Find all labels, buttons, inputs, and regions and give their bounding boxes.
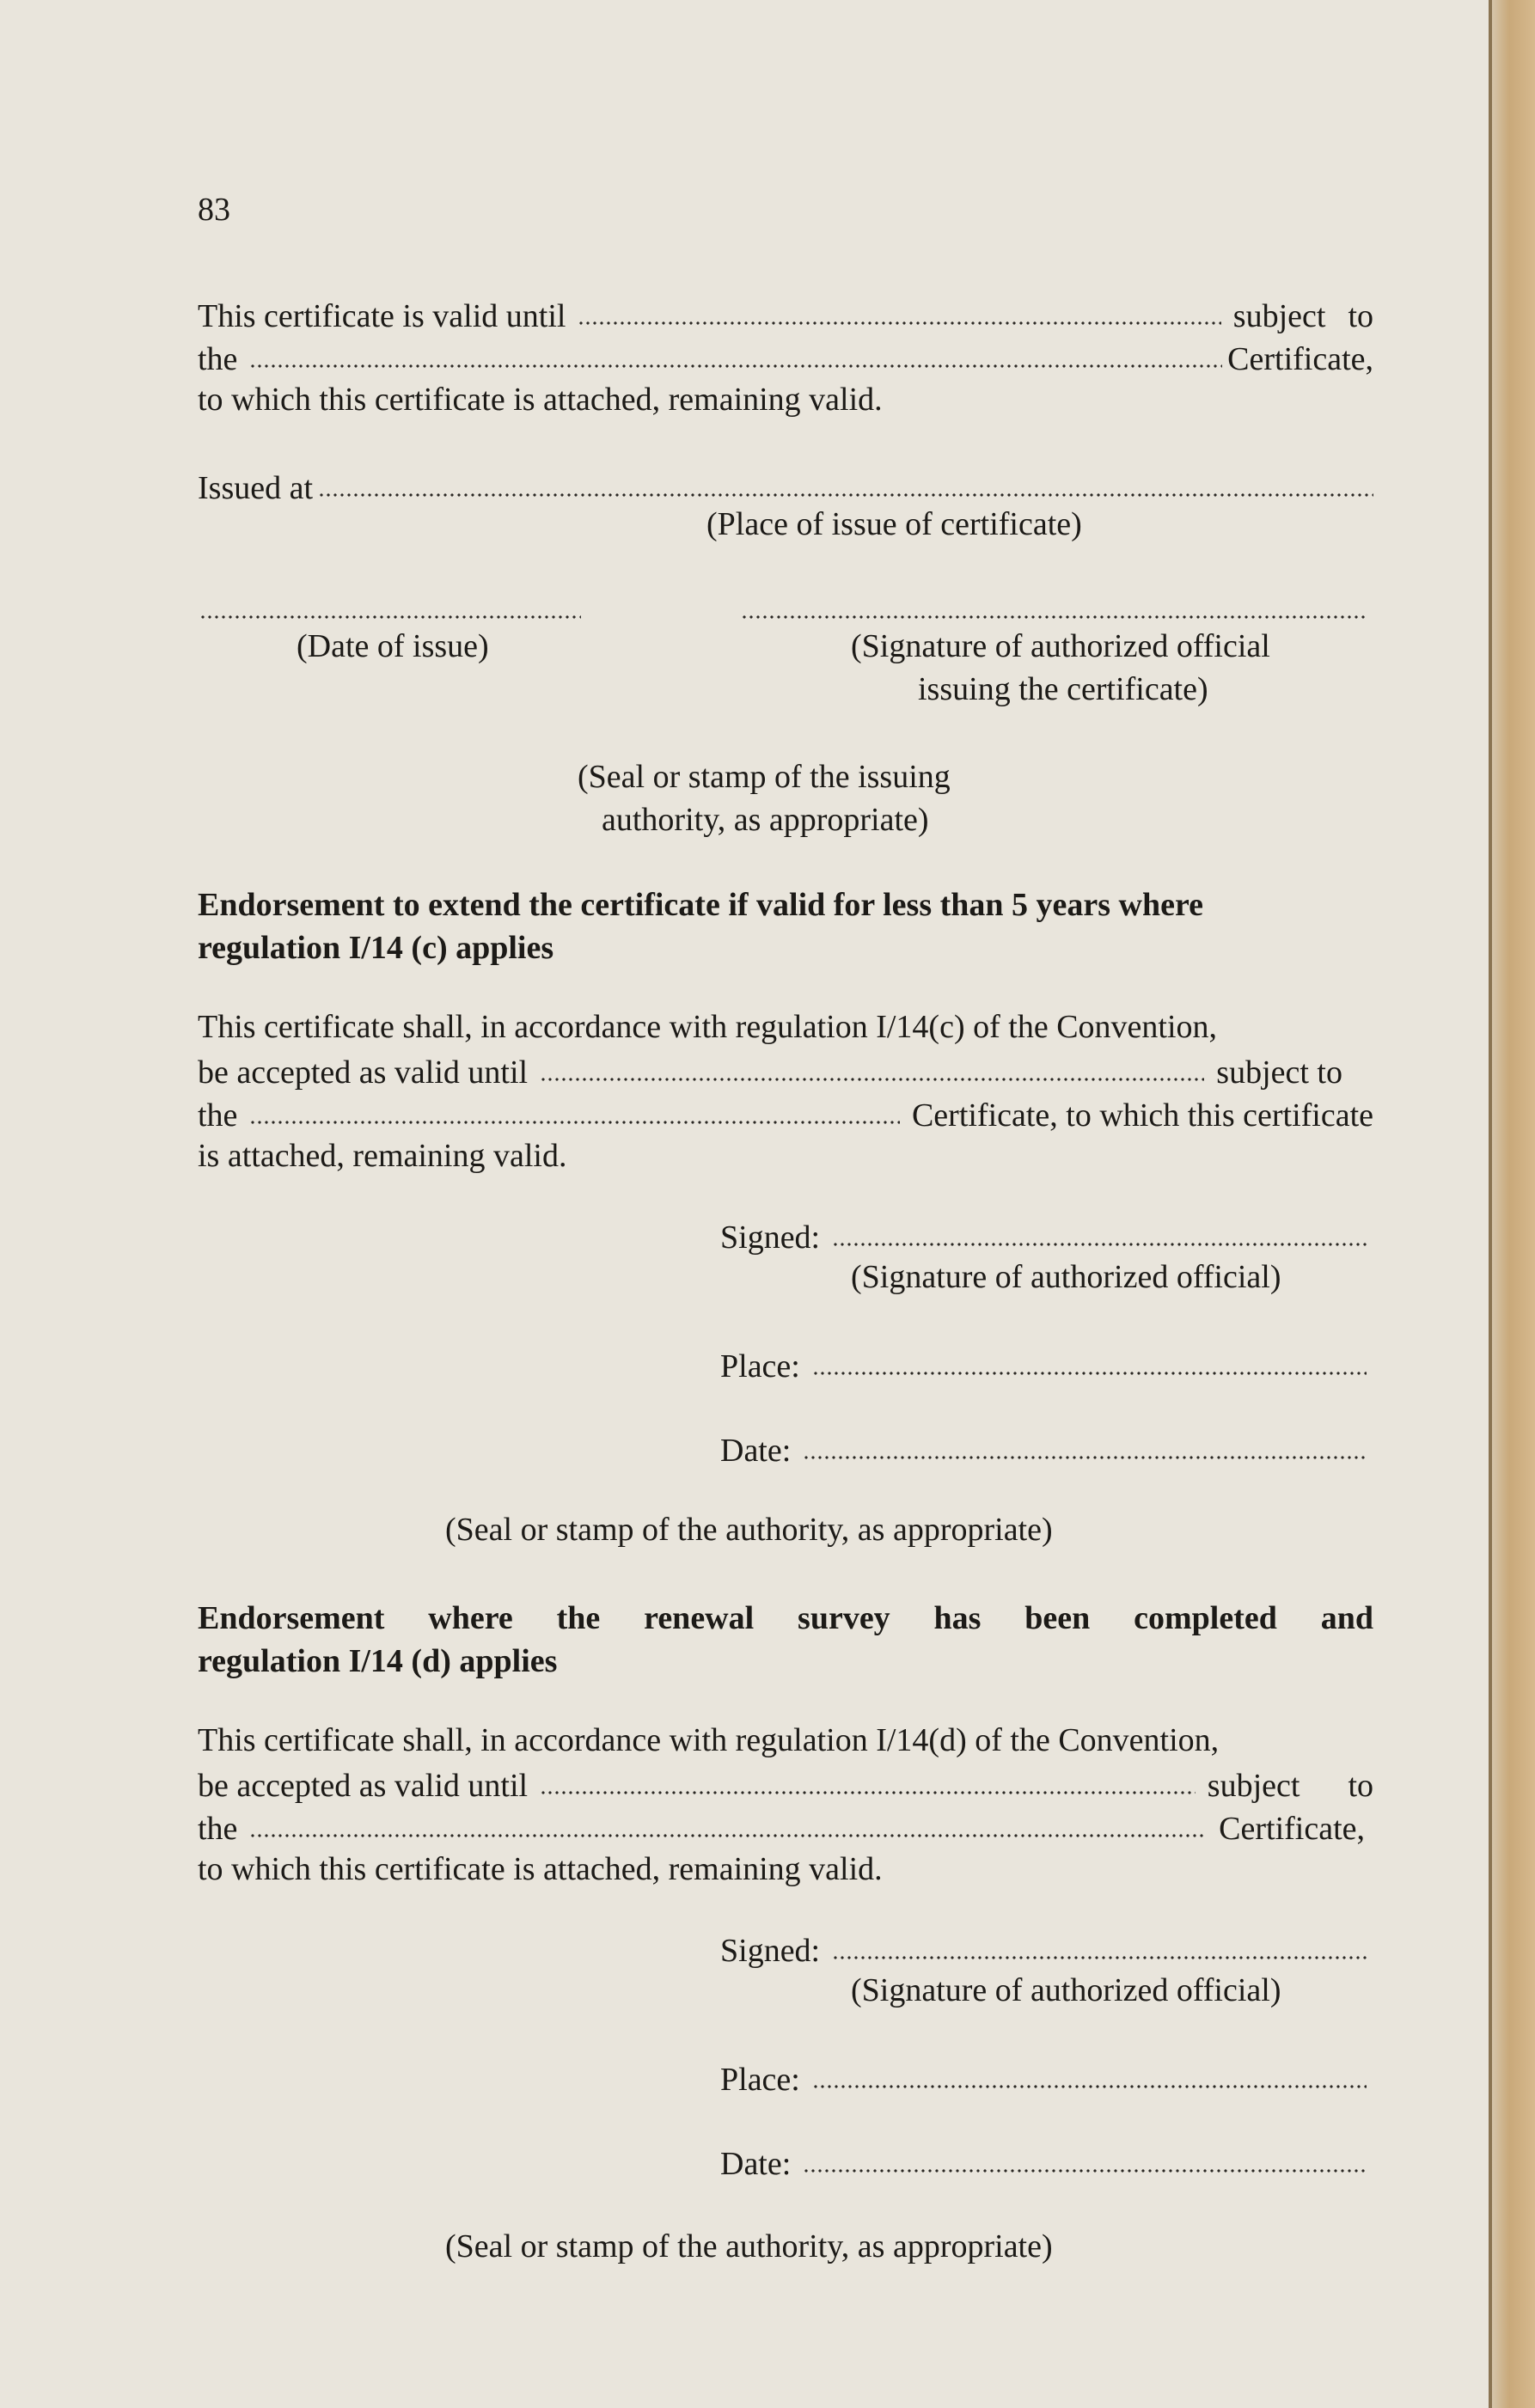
endorsement-d-signed-label: Signed: bbox=[720, 1933, 821, 1969]
validity-certificate: Certificate, bbox=[1227, 341, 1373, 377]
valid-until-field[interactable] bbox=[578, 321, 1220, 325]
endorsement-c-heading-2: regulation I/14 (c) applies bbox=[198, 930, 554, 966]
issued-at-row bbox=[198, 464, 1373, 507]
validity-line-2 bbox=[198, 335, 1373, 378]
signature-caption-2: issuing the certificate) bbox=[918, 671, 1208, 707]
endorsement-c-seal-caption: (Seal or stamp of the authority, as appropriate) bbox=[445, 1512, 1053, 1548]
endorsement-c-section bbox=[198, 883, 1373, 969]
endorsement-d-body-1: This certificate shall, in accordance with regulation I/14(d) of the Convention, bbox=[198, 1722, 1220, 1758]
validity-subject: subject bbox=[1232, 298, 1326, 334]
endorsement-c-date-label: Date: bbox=[720, 1433, 792, 1469]
endorsement-c-valid-until-field[interactable] bbox=[540, 1078, 1204, 1081]
endorsement-d-place-label: Place: bbox=[720, 2062, 800, 2098]
endorsement-c-signature-field[interactable] bbox=[832, 1243, 1367, 1246]
heading-word: where bbox=[428, 1600, 513, 1636]
date-of-issue-field[interactable] bbox=[199, 615, 581, 619]
endorsement-d-certificate-field[interactable] bbox=[249, 1834, 1207, 1837]
endorsement-c-body-2 bbox=[198, 1048, 1373, 1091]
endorsement-d-valid-until-field[interactable] bbox=[540, 1791, 1196, 1794]
heading-word: been bbox=[1024, 1600, 1091, 1636]
heading-word: the bbox=[556, 1600, 601, 1636]
endorsement-d-the: the bbox=[198, 1811, 238, 1847]
endorsement-c-signed-row bbox=[720, 1213, 1367, 1256]
endorsement-c-valid-until: be accepted as valid until bbox=[198, 1054, 529, 1091]
endorsement-c-date-row bbox=[720, 1427, 1367, 1470]
endorsement-c-certificate-text: Certificate, to which this certificate bbox=[911, 1097, 1373, 1134]
endorsement-d-heading-1 bbox=[198, 1597, 1373, 1640]
endorsement-c-signed-label: Signed: bbox=[720, 1219, 821, 1256]
heading-word: and bbox=[1320, 1600, 1373, 1636]
endorsement-d-certificate-text: Certificate, bbox=[1219, 1811, 1365, 1847]
certificate-name-field[interactable] bbox=[249, 364, 1222, 368]
endorsement-d-body-4: to which this certificate is attached, remaining valid. bbox=[198, 1851, 883, 1887]
endorsement-d-date-field[interactable] bbox=[803, 2169, 1367, 2173]
validity-the: the bbox=[198, 341, 238, 377]
endorsement-d-section bbox=[198, 1597, 1373, 1683]
endorsement-d-place-field[interactable] bbox=[812, 2085, 1367, 2088]
endorsement-d-subject: subject bbox=[1207, 1768, 1300, 1804]
endorsement-d-body-3 bbox=[198, 1805, 1373, 1848]
validity-intro: This certificate is valid until bbox=[198, 298, 566, 334]
endorsement-c-signature-caption: (Signature of authorized official) bbox=[851, 1259, 1281, 1295]
validity-line-3: to which this certificate is attached, remaining valid. bbox=[198, 382, 883, 418]
endorsement-d-date-row bbox=[720, 2140, 1367, 2183]
endorsement-d-date-label: Date: bbox=[720, 2146, 792, 2182]
heading-word: has bbox=[933, 1600, 982, 1636]
heading-word: Endorsement bbox=[198, 1600, 385, 1636]
endorsement-c-place-field[interactable] bbox=[812, 1372, 1367, 1375]
endorsement-c-body-4: is attached, remaining valid. bbox=[198, 1138, 567, 1174]
endorsement-c-place-label: Place: bbox=[720, 1348, 800, 1384]
validity-line-1 bbox=[198, 292, 1373, 335]
endorsement-d-body bbox=[198, 1719, 1373, 1891]
place-of-issue-caption: (Place of issue of certificate) bbox=[706, 506, 1082, 542]
date-of-issue-caption: (Date of issue) bbox=[297, 628, 489, 664]
endorsement-d-body-2 bbox=[198, 1762, 1373, 1805]
endorsement-d-to: to bbox=[1348, 1768, 1373, 1804]
endorsement-c-subject-to: subject to bbox=[1216, 1054, 1342, 1091]
endorsement-d-signature-caption: (Signature of authorized official) bbox=[851, 1972, 1281, 2008]
issuing-seal-caption-1: (Seal or stamp of the issuing bbox=[578, 759, 951, 795]
endorsement-c-body bbox=[198, 1005, 1373, 1177]
validity-clause bbox=[198, 292, 1373, 421]
endorsement-d-place-row bbox=[720, 2056, 1367, 2099]
endorsement-d-signature-field[interactable] bbox=[832, 1956, 1367, 1959]
issuing-seal-caption-2: authority, as appropriate) bbox=[602, 802, 929, 838]
endorsement-d-heading-2: regulation I/14 (d) applies bbox=[198, 1643, 558, 1679]
issuing-signature-field[interactable] bbox=[741, 615, 1367, 619]
heading-word: renewal bbox=[644, 1600, 755, 1636]
endorsement-c-certificate-field[interactable] bbox=[249, 1121, 900, 1124]
endorsement-c-place-row bbox=[720, 1342, 1367, 1385]
page-number: 83 bbox=[198, 192, 230, 228]
endorsement-c-body-1: This certificate shall, in accordance with regulation I/14(c) of the Convention, bbox=[198, 1009, 1218, 1045]
place-of-issue-field[interactable] bbox=[318, 493, 1373, 497]
endorsement-d-valid-until: be accepted as valid until bbox=[198, 1768, 529, 1804]
heading-word: survey bbox=[798, 1600, 890, 1636]
heading-word: completed bbox=[1134, 1600, 1277, 1636]
signature-caption-1: (Signature of authorized official bbox=[851, 628, 1270, 664]
endorsement-c-date-field[interactable] bbox=[803, 1456, 1367, 1459]
book-page-edge bbox=[1489, 0, 1535, 2408]
issued-at-label: Issued at bbox=[198, 470, 314, 506]
endorsement-c-heading-1: Endorsement to extend the certificate if valid for less than 5 years where bbox=[198, 887, 1204, 923]
endorsement-d-seal-caption: (Seal or stamp of the authority, as appropriate) bbox=[445, 2228, 1053, 2264]
endorsement-c-the: the bbox=[198, 1097, 238, 1134]
validity-to: to bbox=[1348, 298, 1373, 334]
endorsement-c-body-3 bbox=[198, 1091, 1373, 1134]
endorsement-d-signed-row bbox=[720, 1927, 1367, 1970]
